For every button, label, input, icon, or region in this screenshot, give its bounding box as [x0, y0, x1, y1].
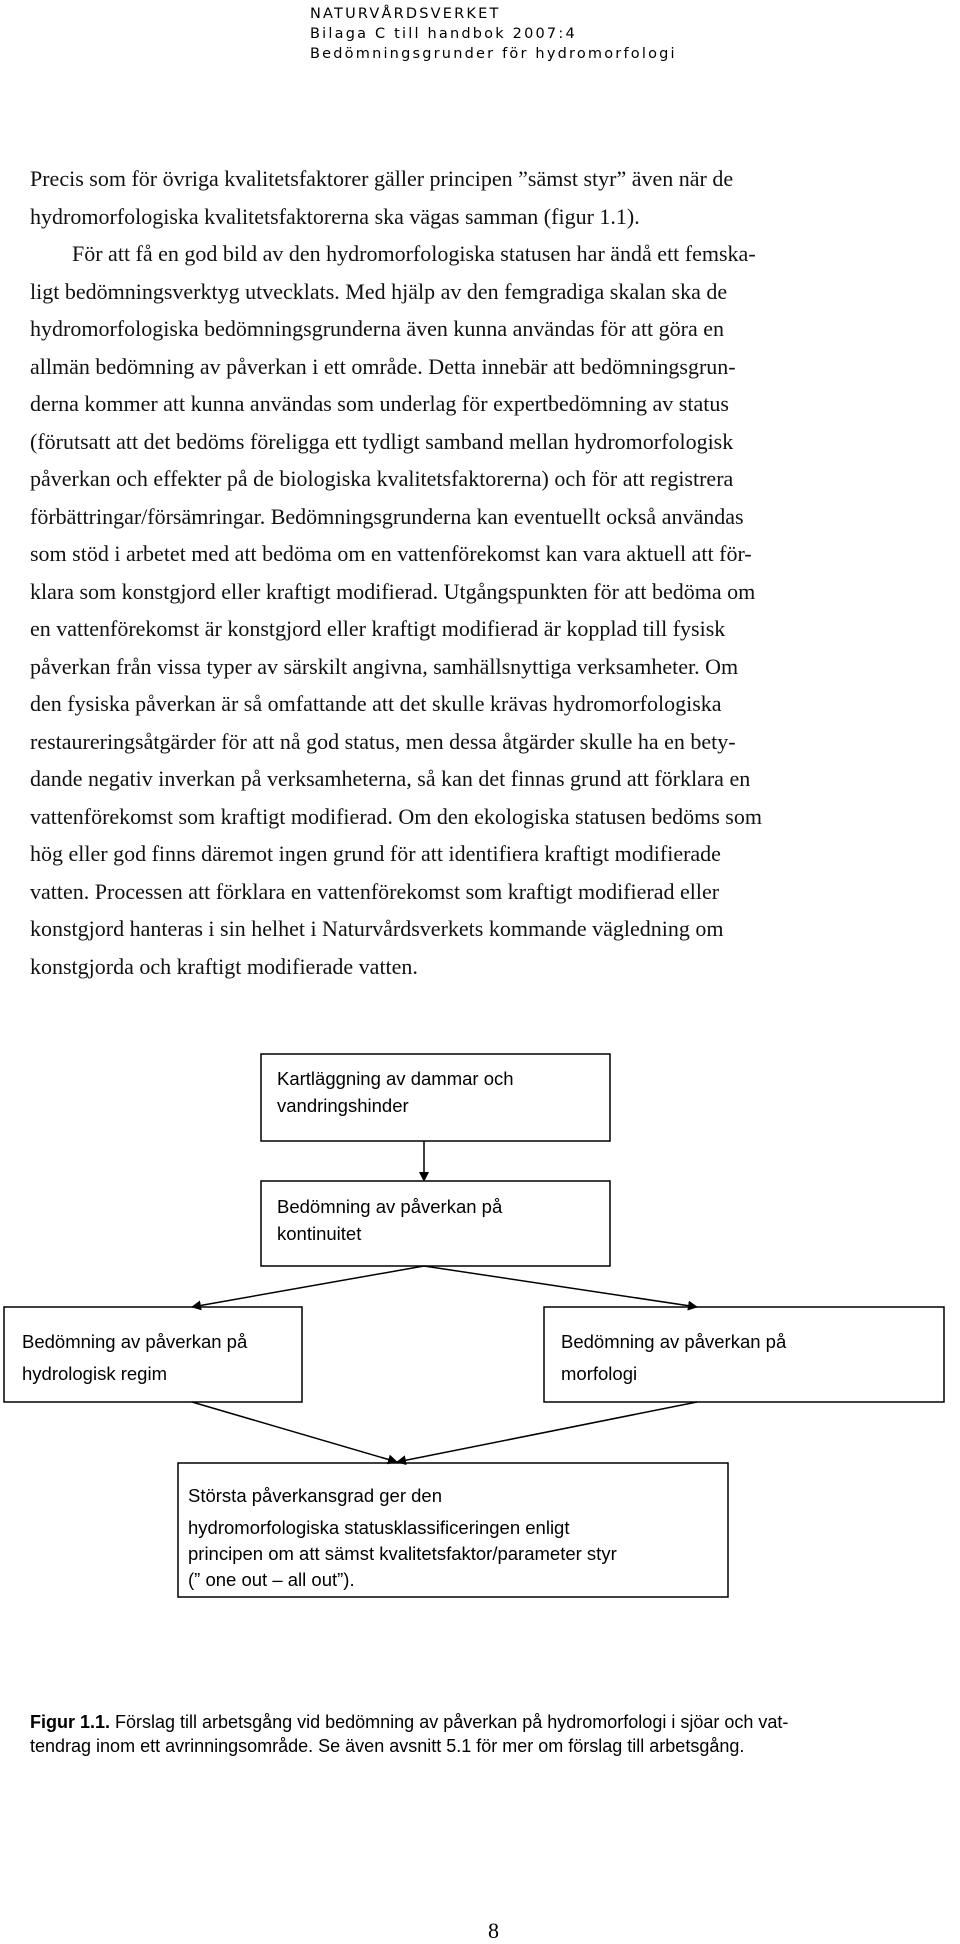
- body-line: allmän bedömning av påverkan i ett område. Detta innebär att bedömningsgrun-: [30, 353, 736, 379]
- flow-box-text: (” one out – all out”).: [188, 1569, 355, 1590]
- flow-box-text: hydrologisk regim: [22, 1363, 167, 1384]
- header-subtitle: Bedömningsgrunder för hydromorfologi: [310, 46, 677, 62]
- body-line: restaureringsåtgärder för att nå god status, men dessa åtgärder skulle ha en bety-: [30, 728, 736, 754]
- caption-text: Förslag till arbetsgång vid bedömning av påverkan på hydromorfologi i sjöar och vat-: [110, 1712, 789, 1732]
- body-line: För att få en god bild av den hydromorfologiska statusen har ändå ett femska-: [72, 241, 756, 266]
- body-line: vatten. Processen att förklara en vattenförekomst som kraftigt modifierad eller: [30, 878, 720, 904]
- page-number: 8: [488, 1918, 499, 1943]
- flow-box-text: Bedömning av påverkan på: [561, 1331, 787, 1352]
- body-line: (förutsatt att det bedöms föreligga ett tydligt samband mellan hydromorfologisk: [30, 428, 734, 454]
- body-line: ligt bedömningsverktyg utvecklats. Med hjälp av den femgradiga skalan ska de: [30, 278, 728, 304]
- flow-box-continuity: [277, 1193, 502, 1247]
- body-line: påverkan från vissa typer av särskilt angivna, samhällsnyttiga verksamheter. Om: [30, 653, 739, 679]
- body-line: som stöd i arbetet med att bedöma om en vattenförekomst kan vara aktuell att för-: [30, 541, 752, 566]
- page-header: [310, 4, 710, 64]
- flow-box-text: Kartläggning av dammar och: [277, 1068, 514, 1089]
- body-line: konstgjord hanteras i sin helhet i Naturvårdsverkets kommande vägledning om: [30, 916, 724, 941]
- body-line: vattenförekomst som kraftigt modifierad. Om den ekologiska statusen bedöms som: [30, 803, 762, 829]
- body-paragraphs: [30, 160, 960, 985]
- flow-box-text: vandringshinder: [277, 1095, 409, 1116]
- flow-box-text: Bedömning av påverkan på: [22, 1331, 248, 1352]
- flow-box-mapping: [277, 1065, 514, 1119]
- flow-box-text: morfologi: [561, 1363, 638, 1384]
- caption-line-1: [30, 1710, 950, 1734]
- body-line: hydromorfologiska bedömningsgrunderna även kunna användas för att göra en: [30, 316, 725, 341]
- body-line: Precis som för övriga kvalitetsfaktorer gäller principen ”sämst styr” även när de: [30, 166, 734, 191]
- arrow-box4-to-box5: [397, 1402, 697, 1462]
- flow-box-text: hydromorfologiska statusklassificeringen enligt: [188, 1517, 570, 1538]
- body-line: påverkan och effekter på de biologiska kvalitetsfaktorerna) och för att registrera: [30, 466, 734, 491]
- body-line: en vattenförekomst är konstgjord eller kraftigt modifierad är kopplad till fysisk: [30, 616, 726, 641]
- flow-box-result: [188, 1483, 617, 1593]
- arrow-box2-to-box4: [424, 1266, 697, 1307]
- flow-box-text: Bedömning av påverkan på: [277, 1196, 503, 1217]
- figure-caption: [30, 1710, 950, 1758]
- caption-label: Figur 1.1.: [30, 1712, 111, 1732]
- flow-box-hydrology: [22, 1326, 247, 1390]
- body-line: hög eller god finns däremot ingen grund för att identifiera kraftigt modifierade: [30, 841, 721, 866]
- body-line: hydromorfologiska kvalitetsfaktorerna ska vägas samman (figur 1.1).: [30, 203, 640, 229]
- flow-box-text: principen om att sämst kvalitetsfaktor/parameter styr: [188, 1543, 617, 1564]
- flow-box-text: kontinuitet: [277, 1223, 362, 1244]
- body-line: derna kommer att kunna användas som underlag för expertbedömning av status: [30, 391, 729, 416]
- header-org: NATURVÅRDSVERKET: [310, 6, 501, 22]
- flow-box-morphology: [561, 1326, 786, 1390]
- body-line: den fysiska påverkan är så omfattande att det skulle krävas hydromorfologiska: [30, 691, 722, 716]
- flow-box-text: Största påverkansgrad ger den: [188, 1485, 443, 1506]
- body-line: dande negativ inverkan på verksamheterna, så kan det finnas grund att förklara en: [30, 766, 751, 791]
- caption-line-2: tendrag inom ett avrinningsområde. Se även avsnitt 5.1 för mer om förslag till arbetsgång.: [30, 1736, 745, 1756]
- arrow-box3-to-box5: [192, 1402, 397, 1462]
- arrow-box2-to-box3: [192, 1266, 424, 1307]
- body-line: förbättringar/försämringar. Bedömningsgrunderna kan eventuellt också användas: [30, 503, 744, 529]
- body-line: klara som konstgjord eller kraftigt modifierad. Utgångspunkten för att bedöma om: [30, 578, 756, 604]
- header-report: Bilaga C till handbok 2007:4: [310, 26, 577, 42]
- body-line: konstgjorda och kraftigt modifierade vatten.: [30, 953, 418, 979]
